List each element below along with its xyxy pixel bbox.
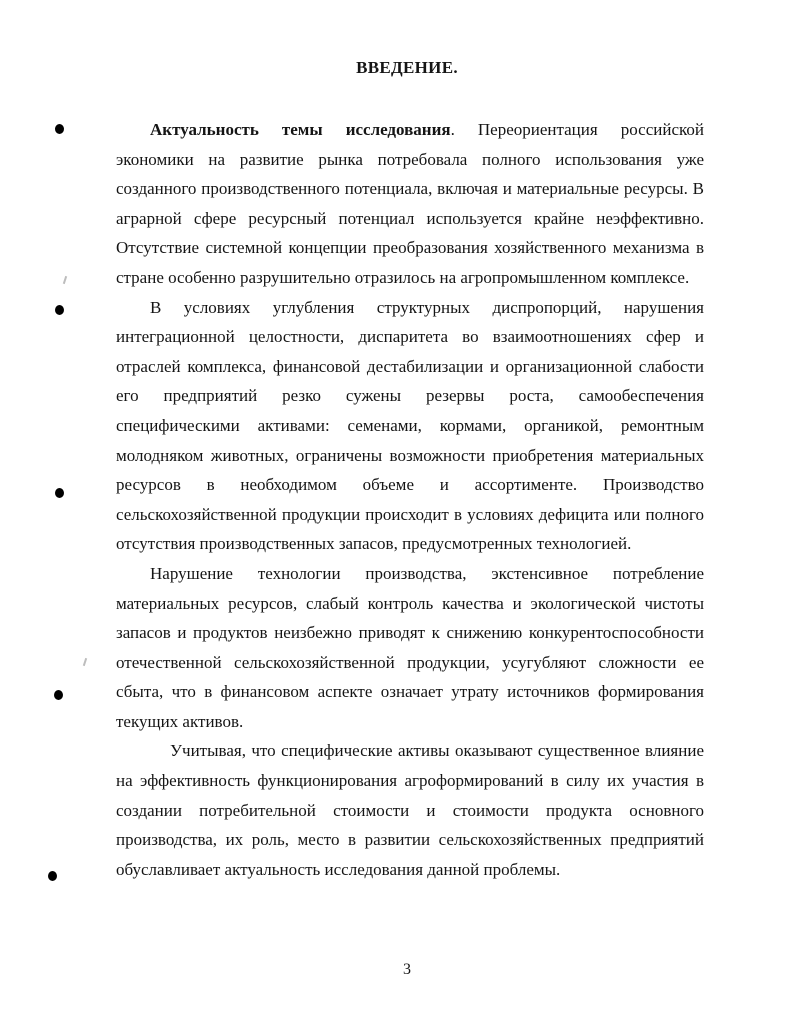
paragraph-technology-violation: Нарушение технологии производства, экстенсивное потребление материальных ресурсов, слабый контроль качества и экологической чистоты запасов и продуктов неизбежно приводят к снижению конкурентоспособности отечественной сельскохозяйственной продукции, усугубляют сложности ее сбыта, что в финансовом аспекте означает утрату источников формирования текущих активов. — [116, 563, 704, 731]
page-number: 3 — [403, 961, 411, 978]
page-title: ВВЕДЕНИЕ. — [356, 58, 458, 77]
paragraph-structural-disproportions: В условиях углубления структурных диспропорций, нарушения интеграционной целостности, диспаритета во взаимоотношениях сфер и отраслей комплекса, финансовой дестабилизации и организационной слабости его предприятий резко сужены резервы роста, самообеспечения специфическими активами: семенами, кормами, органикой, ремонтным молодняком животных, ограничены возможности приобретения материальных ресурсов в необходимом объеме и ассортименте. Производство сельскохозяйственной продукции происходит в условиях дефицита или полного отсутствия производственных запасов, предусмотренных технологией. — [116, 297, 704, 554]
punch-hole-mark — [54, 690, 63, 700]
paragraph-relevance — [116, 115, 704, 293]
punch-hole-mark — [55, 488, 64, 498]
scan-speck — [63, 276, 67, 284]
scan-speck — [83, 658, 87, 666]
punch-hole-mark — [55, 305, 64, 315]
paragraph-text: . Переориентация российской экономики на развитие рынка потребовала полного использования уже созданного производственного потенциала, включая и материальные ресурсы. В аграрной сфере ресурсный потенциал используется крайне неэффективно. Отсутствие системной концепции преобразования хозяйственного механизма в стране особенно разрушительно отразилось на агропромышленном комплексе. — [116, 120, 704, 287]
punch-hole-mark — [55, 124, 64, 134]
document-body — [116, 115, 704, 884]
paragraph-specific-assets: Учитывая, что специфические активы оказывают существенное влияние на эффективность функционирования агроформирований в силу их участия в создании потребительной стоимости и стоимости продукта основного производства, их роль, место в развитии сельскохозяйственных предприятий обуславливает актуальность исследования данной проблемы. — [116, 741, 704, 879]
punch-hole-mark — [48, 871, 57, 881]
paragraph-lead: Актуальность темы исследования — [150, 120, 451, 139]
